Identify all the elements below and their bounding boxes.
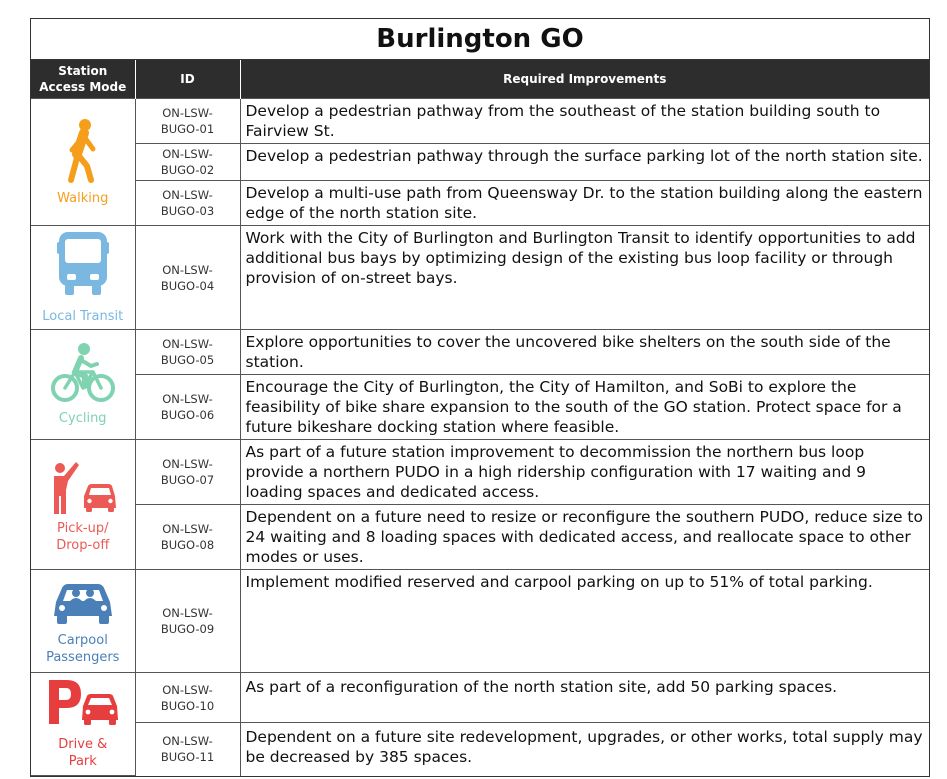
mode-label-cycling: Cycling [58,411,107,426]
improvement-text: Implement modified reserved and carpool parking on up to 51% of total parking. [240,570,929,673]
id-cell: ON-LSW- BUGO-03 [135,181,240,226]
improvement-text: Dependent on a future need to resize or reconfigure the southern PUDO, reduce size to 24 waiting and 8 loading spaces with dedicated access, and reallocate space to other modes or uses. [240,505,929,570]
mode-cell-drive-park [31,673,135,776]
improvement-text: Explore opportunities to cover the uncovered bike shelters on the south side of the station. [240,330,929,375]
table-row [31,330,929,375]
page-title: Burlington GO [31,19,929,60]
id-cell: ON-LSW- BUGO-10 [135,673,240,723]
id-cell: ON-LSW- BUGO-04 [135,226,240,330]
cyclist-icon [51,342,115,404]
improvement-text: Develop a pedestrian pathway through the surface parking lot of the north station site. [240,144,929,181]
table-row [31,440,929,505]
improvements-sheet [30,18,930,777]
table-row [31,505,929,570]
bus-icon [57,230,109,296]
mode-cell-local-transit [31,226,135,330]
id-cell: ON-LSW- BUGO-01 [135,99,240,144]
improvement-text: Develop a pedestrian pathway from the southeast of the station building south to Fairview St. [240,99,929,144]
id-cell: ON-LSW- BUGO-07 [135,440,240,505]
header-required-improvements: Required Improvements [240,60,929,99]
drive-park-icon [47,678,119,726]
table-header-row [31,60,929,99]
mode-label-local-transit: Local Transit [42,309,124,324]
id-cell: ON-LSW- BUGO-05 [135,330,240,375]
mode-label-pickup-dropoff: Pick-up/ Drop-off [56,520,110,553]
mode-label-walking: Walking [57,190,109,206]
mode-cell-pickup-dropoff [31,440,135,570]
id-cell: ON-LSW- BUGO-11 [135,723,240,776]
table-row [31,570,929,673]
improvement-text: Encourage the City of Burlington, the City of Hamilton, and SoBi to explore the feasibility of bike share expansion to the south of the GO station. Protect space for a future bikeshare docking station where feasible. [240,375,929,440]
improvement-text: Dependent on a future site redevelopment, upgrades, or other works, total supply may be decreased by 385 spaces. [240,723,929,776]
improvement-text: As part of a future station improvement to decommission the northern bus loop provide a northern PUDO in a high ridership configuration with 17 waiting and 9 loading spaces and dedicated access. [240,440,929,505]
id-cell: ON-LSW- BUGO-06 [135,375,240,440]
improvements-table [31,60,929,776]
table-row [31,375,929,440]
table-row [31,144,929,181]
id-cell: ON-LSW- BUGO-08 [135,505,240,570]
pickup-dropoff-icon [50,456,116,514]
table-row [31,723,929,776]
improvement-text: Develop a multi-use path from Queensway Dr. to the station building along the eastern edge of the north station site. [240,181,929,226]
mode-cell-cycling [31,330,135,440]
header-station-access-mode: Station Access Mode [31,60,135,99]
id-cell: ON-LSW- BUGO-02 [135,144,240,181]
improvement-text: As part of a reconfiguration of the north station site, add 50 parking spaces. [240,673,929,723]
table-row [31,181,929,226]
mode-label-drive-park: Drive & Park [58,737,108,769]
mode-cell-walking [31,99,135,226]
walking-person-icon [63,118,103,184]
table-row [31,673,929,723]
id-cell: ON-LSW- BUGO-09 [135,570,240,673]
mode-label-carpool: Carpool Passengers [46,633,120,665]
table-row [31,99,929,144]
header-id: ID [135,60,240,99]
mode-cell-carpool [31,570,135,673]
improvement-text: Work with the City of Burlington and Burlington Transit to identify opportunities to add additional bus bays by optimizing design of the existing bus loop facility or through provision of on-street bays. [240,226,929,330]
table-row [31,226,929,330]
carpool-icon [54,576,112,626]
